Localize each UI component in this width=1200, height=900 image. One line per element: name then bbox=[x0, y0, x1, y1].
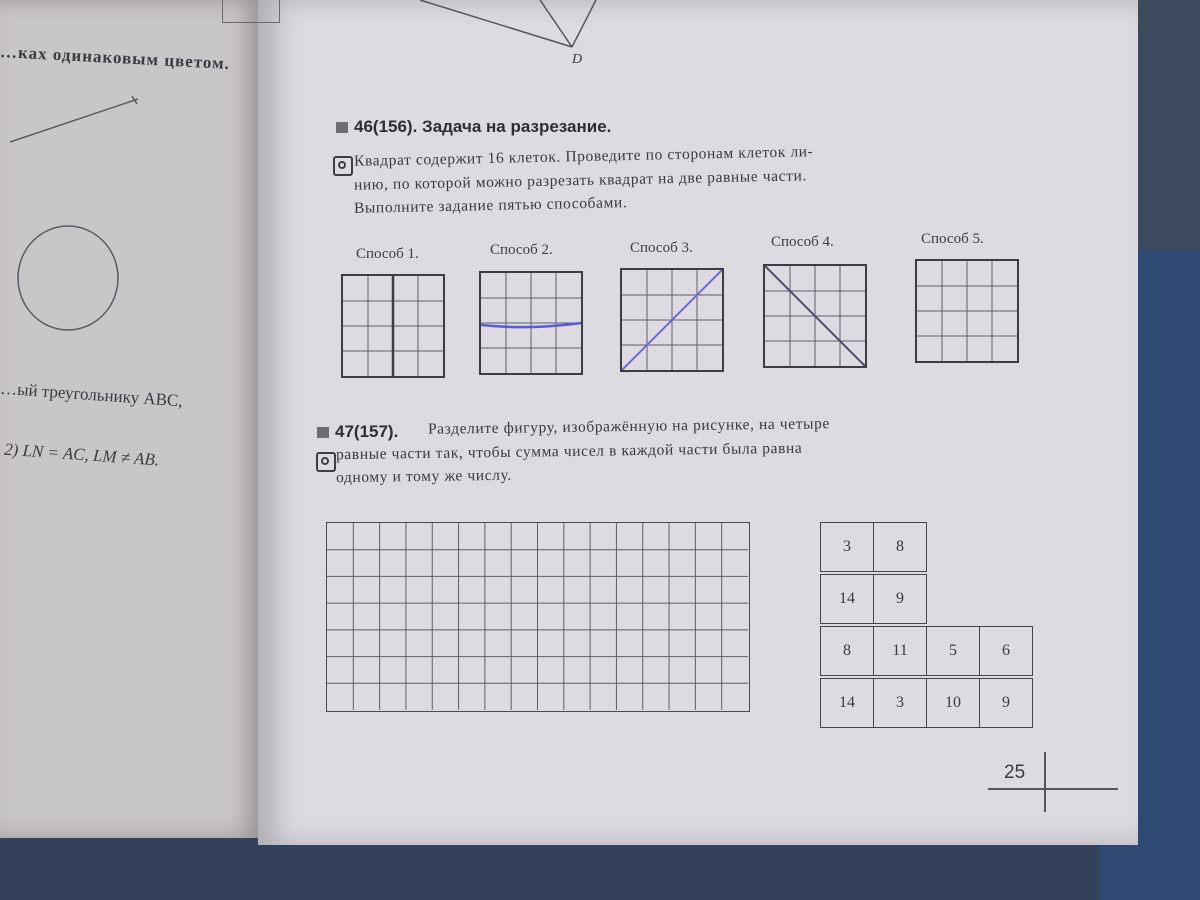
left-page bbox=[0, 0, 262, 838]
task47-line-1: Разделите фигуру, изображённую на рисунке, на четыре bbox=[427, 415, 831, 438]
left-text-top: …ках одинаковым цветом. bbox=[0, 41, 231, 74]
figure-cell: 10 bbox=[926, 678, 980, 728]
way-5-grid bbox=[917, 261, 1017, 361]
left-text-bottom: 2) LN = AC, LM ≠ AB. bbox=[3, 439, 160, 470]
figure-cell: 14 bbox=[820, 678, 874, 728]
left-page-drawings bbox=[0, 0, 262, 400]
task-symbol-icon bbox=[333, 156, 353, 176]
top-left-grid-fragment bbox=[222, 0, 280, 23]
page-number-rule-vertical bbox=[1044, 752, 1046, 812]
left-text-middle: …ый треугольнику ABC, bbox=[0, 378, 184, 411]
figure-cell: 9 bbox=[979, 678, 1033, 728]
way-3-square bbox=[620, 268, 724, 372]
figure-cell: 3 bbox=[873, 678, 927, 728]
pencil-line bbox=[622, 270, 722, 370]
task46-line-1: Квадрат содержит 16 клеток. Проведите по сторонам клеток ли- bbox=[353, 143, 814, 170]
way-5-label: Способ 5. bbox=[921, 231, 984, 247]
way-5-square bbox=[915, 259, 1019, 363]
way-4-label: Способ 4. bbox=[771, 234, 834, 250]
task47-line-2: равные части так, чтобы сумма чисел в каждой части была равна bbox=[335, 439, 803, 464]
vertex-label: D bbox=[572, 52, 583, 67]
figure-cell: 9 bbox=[873, 574, 927, 624]
figure-cell: 3 bbox=[820, 522, 874, 572]
way-2-label: Способ 2. bbox=[490, 242, 553, 258]
segment-line bbox=[10, 99, 138, 142]
top-figure bbox=[400, 0, 800, 80]
empty-grid bbox=[326, 522, 750, 712]
pencil-line bbox=[481, 323, 581, 327]
task47-line-3: одному и тому же числу. bbox=[335, 466, 512, 487]
figure-cell: 5 bbox=[926, 626, 980, 676]
way-1-label: Способ 1. bbox=[356, 246, 419, 262]
circle-shape bbox=[18, 226, 118, 330]
figure-cell: 11 bbox=[873, 626, 927, 676]
way-4-square bbox=[763, 264, 867, 368]
pencil-line bbox=[765, 266, 865, 366]
task-marker-icon bbox=[336, 122, 348, 133]
empty-grid-lines bbox=[327, 523, 748, 710]
page-number: 25 bbox=[1004, 762, 1026, 783]
figure-cell: 8 bbox=[873, 522, 927, 572]
figure-cell: 8 bbox=[820, 626, 874, 676]
figure-cell: 14 bbox=[820, 574, 874, 624]
task-marker-icon bbox=[317, 427, 329, 438]
page-number-rule-horizontal bbox=[988, 788, 1118, 790]
way-1-square bbox=[341, 274, 445, 378]
task46-line-2: нию, по которой можно разрезать квадрат на две равные части. bbox=[353, 167, 808, 194]
task47-title: 47(157). bbox=[317, 422, 398, 442]
task46-title: 46(156). Задача на разрезание. bbox=[336, 117, 611, 137]
task-symbol-icon bbox=[316, 452, 336, 472]
task46-line-3: Выполните задание пятью способами. bbox=[353, 194, 628, 217]
figure-cell: 6 bbox=[979, 626, 1033, 676]
way-2-square bbox=[479, 271, 583, 375]
way-3-label: Способ 3. bbox=[630, 240, 693, 256]
